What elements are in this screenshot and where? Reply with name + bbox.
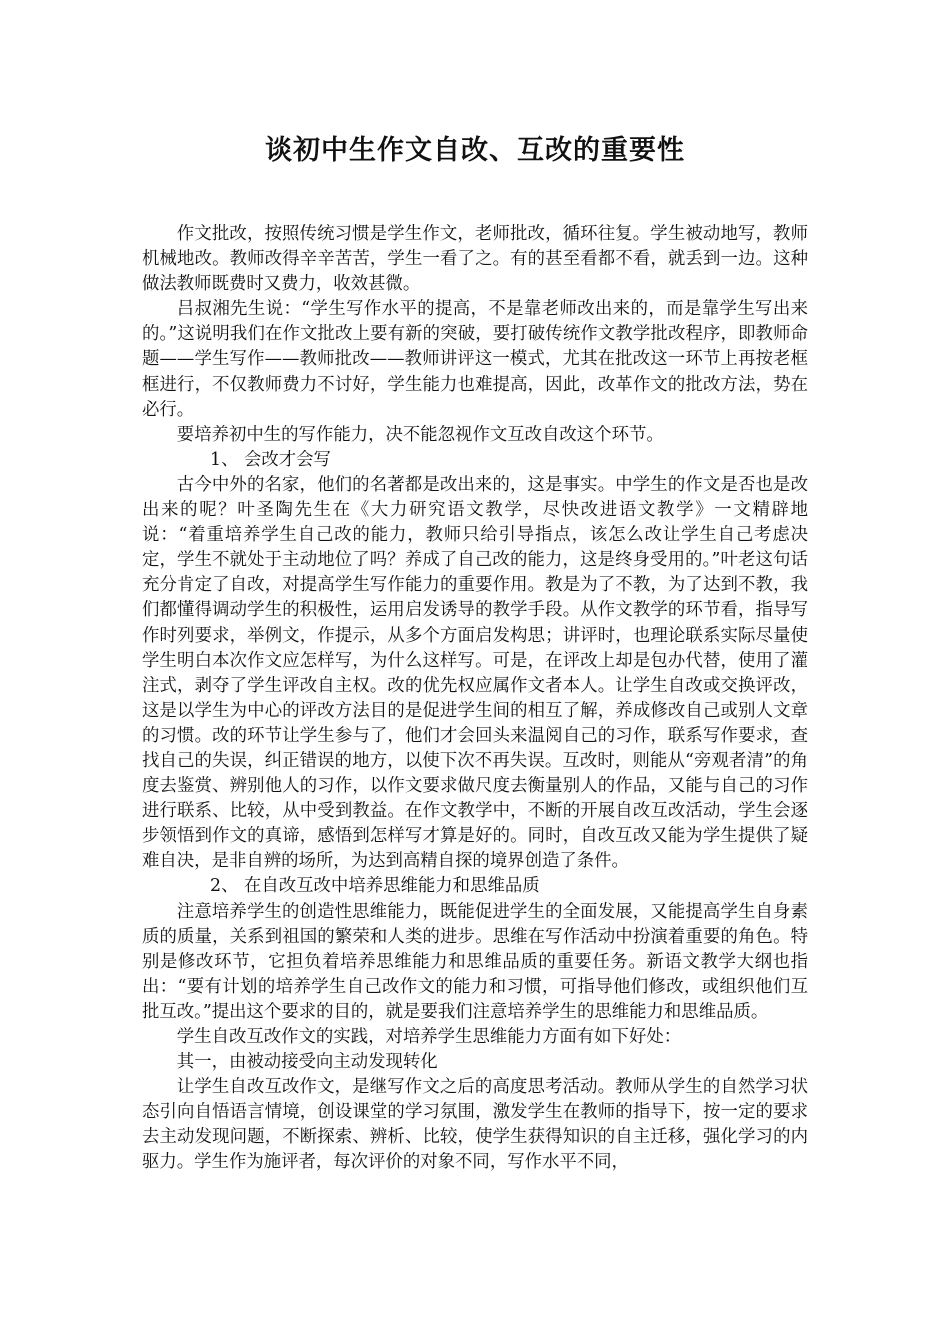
paragraph: 学生自改互改作文的实践，对培养学生思维能力方面有如下好处： (176, 1027, 682, 1047)
paragraph: 让学生自改互改作文，是继写作文之后的高度思考活动。教师从学生的自然学习状态引向自悟语言情境，创设课堂的学习氛围，激发学生在教师的指导下，按一定的要求去主动发现问题，不断探索、辨析、比较，使学生获得知识的自主迁移，强化学习的内驱力。学生作为施评者，每次评价的对象不同，写作水平不同， (142, 1077, 808, 1173)
paragraph: 古今中外的名家，他们的名著都是改出来的，这是事实。中学生的作文是否也是改出来的呢？叶圣陶先生在《大力研究语文教学，尽快改进语文教学》一文精辟地说：“着重培养学生自己改的能力，教师只给引导指点，该怎么改让学生自己考虑决定，学生不就处于主动地位了吗？养成了自己改的能力，这是终身受用的。”叶老这句话充分肯定了自改，对提高学生写作能力的重要作用。教是为了不教，为了达到不教，我们都懂得调动学生的积极性，运用启发诱导的教学手段。从作文教学的环节看，指导写作时列要求，举例文，作提示，从多个方面启发构思；讲评时，也理论联系实际尽量使学生明白本次作文应怎样写，为什么这样写。可是，在评改上却是包办代替，使用了灌注式，剥夺了学生评改自主权。改的优先权应属作文者本人。让学生自改或交换评改，这是以学生为中心的评改方法目的是促进学生间的相互了解，养成修改自己或别人文章的习惯。改的环节让学生参与了，他们才会回头来温阅自己的习作，联系写作要求，查找自己的失误，纠正错误的地方，以使下次不再失误。互改时，则能从“旁观者清”的角度去鉴赏、辨别他人的习作，以作文要求做尺度去衡量别人的作品，又能与自己的习作进行联系、比较，从中受到教益。在作文教学中，不断的开展自改互改活动，学生会逐步领悟到作文的真谛，感悟到怎样写才算是好的。同时，自改互改又能为学生提供了疑难自决，是非自辨的场所，为达到高精自探的境界创造了条件。 (142, 474, 808, 872)
paragraph: 作文批改，按照传统习惯是学生作文，老师批改，循环往复。学生被动地写，教师机械地改。教师改得辛辛苦苦，学生一看了之。有的甚至看都不看，就丢到一边。这种做法教师既费时又费力，收效甚微。 (142, 224, 808, 295)
paragraph: 要培养初中生的写作能力，决不能忽视作文互改自改这个环节。 (176, 424, 664, 445)
subheading: 其一，由被动接受向主动发现转化 (176, 1052, 438, 1073)
section-heading: 1、 会改才会写 (210, 449, 331, 470)
paragraph: 注意培养学生的创造性思维能力，既能促进学生的全面发展，又能提高学生自身素质的质量，关系到祖国的繁荣和人类的进步。思维在写作活动中扮演着重要的角色。特别是修改环节，它担负着培养思维能力和思维品质的重要任务。新语文教学大纲也指出：“要有计划的培养学生自己改作文的能力和习惯，可指导他们修改，或组织他们互批互改。”提出这个要求的目的，就是要我们注意培养学生的思维能力和思维品质。 (142, 901, 808, 1022)
section-heading: 2、 在自改互改中培养思维能力和思维品质 (210, 876, 540, 897)
document-body (142, 222, 808, 1176)
document-title: 谈初中生作文自改、互改的重要性 (265, 135, 685, 166)
paragraph: 吕叔湘先生说：“学生写作水平的提高，不是靠老师改出来的，而是靠学生写出来的。”这说明我们在作文批改上要有新的突破，要打破传统作文教学批改程序，即教师命题——学生写作——教师批改——教师讲评这一模式，尤其在批改这一环节上再按老框框进行，不仅教师费力不讨好，学生能力也难提高，因此，改革作文的批改方法，势在必行。 (142, 299, 808, 420)
